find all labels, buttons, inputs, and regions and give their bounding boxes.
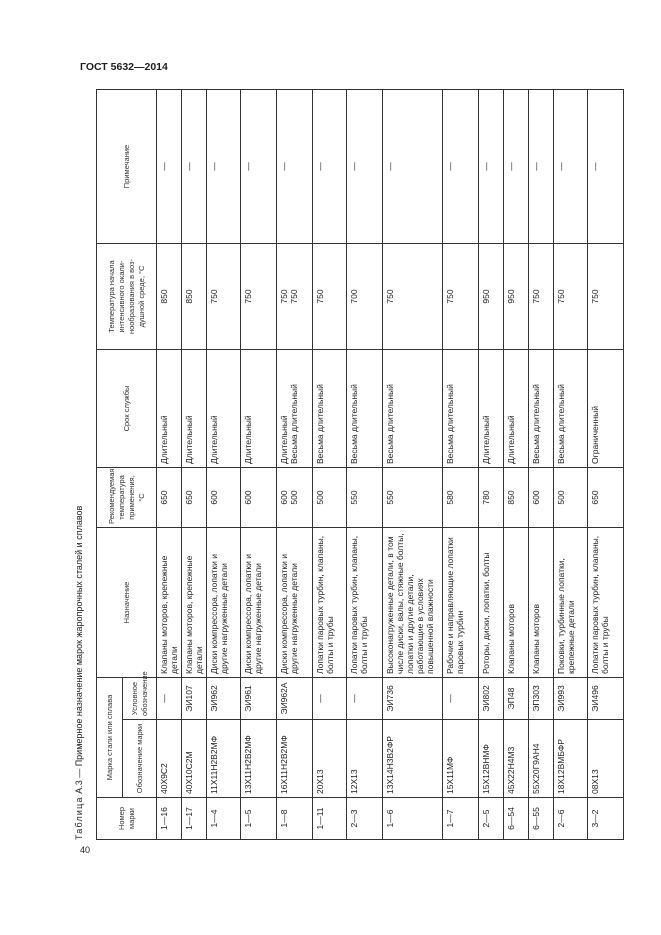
cell-rt: 550 <box>347 467 383 527</box>
cell-service: Весьма длительный <box>383 349 443 467</box>
cell-num: 1—7 <box>443 798 479 840</box>
cell-cond: ЭИ736 <box>383 677 443 719</box>
cell-cond: — <box>443 677 479 719</box>
header-num: Номер марки <box>97 798 157 840</box>
cell-num: 1—6 <box>383 798 443 840</box>
cell-grade: 08Х13 <box>588 720 624 798</box>
rotated-table-container <box>74 90 610 840</box>
cell-purpose: Диски компрессора, лопатки и другие нагруженные детали <box>207 527 241 677</box>
cell-service: Весьма длительный <box>529 349 554 467</box>
cell-rt: 580 <box>443 467 479 527</box>
cell-ot: 750 <box>313 243 347 349</box>
table-row <box>504 89 529 839</box>
table-row <box>347 89 383 839</box>
cell-note: — <box>443 89 479 243</box>
cell-ot: 750 <box>588 243 624 349</box>
cell-note: — <box>313 89 347 243</box>
cell-purpose: Лопатки паровых турбин, клапаны, болты и трубы <box>313 527 347 677</box>
cell-ot: 750 <box>207 243 241 349</box>
table-row <box>157 89 182 839</box>
cell-grade: 40Х10С2М <box>182 720 207 798</box>
cell-grade: 13Х14Н3В2ФР <box>383 720 443 798</box>
cell-cond: ЭИ802 <box>479 677 504 719</box>
cell-service: Длительный Весьма длительный <box>277 349 313 467</box>
cell-ot: 750 <box>443 243 479 349</box>
table-row <box>529 89 554 839</box>
cell-purpose: Рабочие и направляющие лопатки паровых турбин <box>443 527 479 677</box>
table-caption <box>74 506 84 840</box>
cell-purpose: Высоконагруженные детали, в том числе диски, валы, стяжные болты, лопатки и другие детали, работающие в условиях повышенной влажности <box>383 527 443 677</box>
cell-num: 2—5 <box>479 798 504 840</box>
caption-prefix: Таблица <box>74 796 84 840</box>
cell-service: Длительный <box>504 349 529 467</box>
cell-num: 2—3 <box>347 798 383 840</box>
cell-note: — <box>588 89 624 243</box>
cell-note: — <box>207 89 241 243</box>
cell-note: — <box>347 89 383 243</box>
cell-rt: 500 <box>554 467 588 527</box>
cell-purpose: Диски компрессора, лопатки и другие нагруженные детали <box>277 527 313 677</box>
cell-purpose: Лопатки паровых турбин, клапаны, болты и трубы <box>588 527 624 677</box>
cell-num: 6—54 <box>504 798 529 840</box>
cell-rt: 600 <box>241 467 277 527</box>
cell-cond: ЭИ496 <box>588 677 624 719</box>
table-row <box>241 89 277 839</box>
cell-num: 1—17 <box>182 798 207 840</box>
table-row <box>313 89 347 839</box>
cell-service: Весьма длительный <box>313 349 347 467</box>
cell-purpose: Лопатки паровых турбин, клапаны, болты и трубы <box>347 527 383 677</box>
header-oxid-temp: Температура начала интенсивного окали-нообразования в воз-душной среде, °С <box>97 243 157 349</box>
cell-cond: ЭИ962 <box>207 677 241 719</box>
cell-note: — <box>157 89 182 243</box>
cell-grade: 40Х9С2 <box>157 720 182 798</box>
table-row <box>479 89 504 839</box>
table-row <box>554 89 588 839</box>
cell-service: Длительный <box>479 349 504 467</box>
cell-num: 3—2 <box>588 798 624 840</box>
table-row <box>277 89 313 839</box>
cell-ot: 750 750 <box>277 243 313 349</box>
table-body <box>157 89 624 839</box>
cell-cond: ЭП48 <box>504 677 529 719</box>
header-designation: Обозначение марки <box>123 720 157 798</box>
standard-header: ГОСТ 5632—2014 <box>80 61 168 73</box>
cell-grade: 12Х13 <box>347 720 383 798</box>
cell-num: 1—16 <box>157 798 182 840</box>
table-row <box>588 89 624 839</box>
cell-note: — <box>383 89 443 243</box>
cell-service: Длительный <box>157 349 182 467</box>
cell-ot: 850 <box>157 243 182 349</box>
cell-grade: 11Х11Н2В2МФ <box>207 720 241 798</box>
cell-note: — <box>479 89 504 243</box>
cell-num: 1—5 <box>241 798 277 840</box>
header-conditional: Условное обозначение <box>123 677 157 719</box>
cell-service: Весьма длительный <box>554 349 588 467</box>
caption-text: А.3 — Примерное назначение марок жаропрочных сталей и сплавов <box>74 505 84 797</box>
cell-ot: 850 <box>182 243 207 349</box>
cell-service: Длительный <box>241 349 277 467</box>
cell-purpose: Клапаны моторов, крепежные детали <box>157 527 182 677</box>
cell-grade: 18Х12ВМБФР <box>554 720 588 798</box>
cell-cond: ЭП303 <box>529 677 554 719</box>
cell-cond: ЭИ993 <box>554 677 588 719</box>
cell-ot: 950 <box>479 243 504 349</box>
cell-note: — <box>241 89 277 243</box>
cell-ot: 750 <box>383 243 443 349</box>
cell-num: 2—6 <box>554 798 588 840</box>
cell-purpose: Поковки, турбинные лопатки, крепежные детали <box>554 527 588 677</box>
cell-ot: 950 <box>504 243 529 349</box>
header-service: Срок службы <box>97 349 157 467</box>
cell-num: 1—11 <box>313 798 347 840</box>
cell-note: — <box>277 89 313 243</box>
cell-purpose: Клапаны моторов <box>504 527 529 677</box>
cell-service: Весьма длительный <box>443 349 479 467</box>
cell-rt: 650 <box>588 467 624 527</box>
cell-rt: 600 <box>529 467 554 527</box>
cell-num: 6—55 <box>529 798 554 840</box>
cell-grade: 20Х13 <box>313 720 347 798</box>
page-number: 40 <box>80 845 91 855</box>
table-row <box>443 89 479 839</box>
cell-grade: 15Х12ВНМФ <box>479 720 504 798</box>
cell-cond: — <box>313 677 347 719</box>
cell-rt: 600 <box>207 467 241 527</box>
cell-purpose: Клапаны моторов <box>529 527 554 677</box>
cell-purpose: Клапаны моторов, крепежные детали <box>182 527 207 677</box>
cell-grade: 15Х11МФ <box>443 720 479 798</box>
cell-grade: 45Х22Н4М3 <box>504 720 529 798</box>
cell-service: Длительный <box>207 349 241 467</box>
cell-cond: — <box>157 677 182 719</box>
cell-num: 1—8 <box>277 798 313 840</box>
cell-rt: 780 <box>479 467 504 527</box>
cell-grade: 16Х11Н2В2МФ <box>277 720 313 798</box>
cell-cond: ЭИ962А <box>277 677 313 719</box>
cell-rt: 850 <box>504 467 529 527</box>
steel-grades-table <box>96 89 624 840</box>
cell-ot: 750 <box>554 243 588 349</box>
header-note: Примечание <box>97 89 157 243</box>
cell-cond: ЭИ107 <box>182 677 207 719</box>
cell-note: — <box>554 89 588 243</box>
header-purpose: Назначение <box>97 527 157 677</box>
table-row <box>383 89 443 839</box>
cell-note: — <box>182 89 207 243</box>
cell-service: Весьма длительный <box>347 349 383 467</box>
cell-service: Длительный <box>182 349 207 467</box>
cell-grade: 13Х11Н2В2МФ <box>241 720 277 798</box>
cell-purpose: Диски компрессора, лопатки и другие нагруженные детали <box>241 527 277 677</box>
cell-ot: 750 <box>529 243 554 349</box>
cell-rt: 600 500 <box>277 467 313 527</box>
cell-cond: — <box>347 677 383 719</box>
cell-ot: 700 <box>347 243 383 349</box>
cell-grade: 55Х20Г9АН4 <box>529 720 554 798</box>
cell-note: — <box>504 89 529 243</box>
cell-rt: 550 <box>383 467 443 527</box>
cell-rt: 650 <box>157 467 182 527</box>
cell-rt: 500 <box>313 467 347 527</box>
cell-service: Ограниченный <box>588 349 624 467</box>
header-grade-group: Марка стали или сплава <box>97 677 123 797</box>
table-row <box>182 89 207 839</box>
cell-num: 1—4 <box>207 798 241 840</box>
table-row <box>207 89 241 839</box>
cell-note: — <box>529 89 554 243</box>
header-rec-temp: Рекомендуемая температура применения, °С <box>97 467 157 527</box>
cell-rt: 650 <box>182 467 207 527</box>
cell-cond: ЭИ961 <box>241 677 277 719</box>
cell-purpose: Роторы, диски, лопатки, болты <box>479 527 504 677</box>
cell-ot: 750 <box>241 243 277 349</box>
